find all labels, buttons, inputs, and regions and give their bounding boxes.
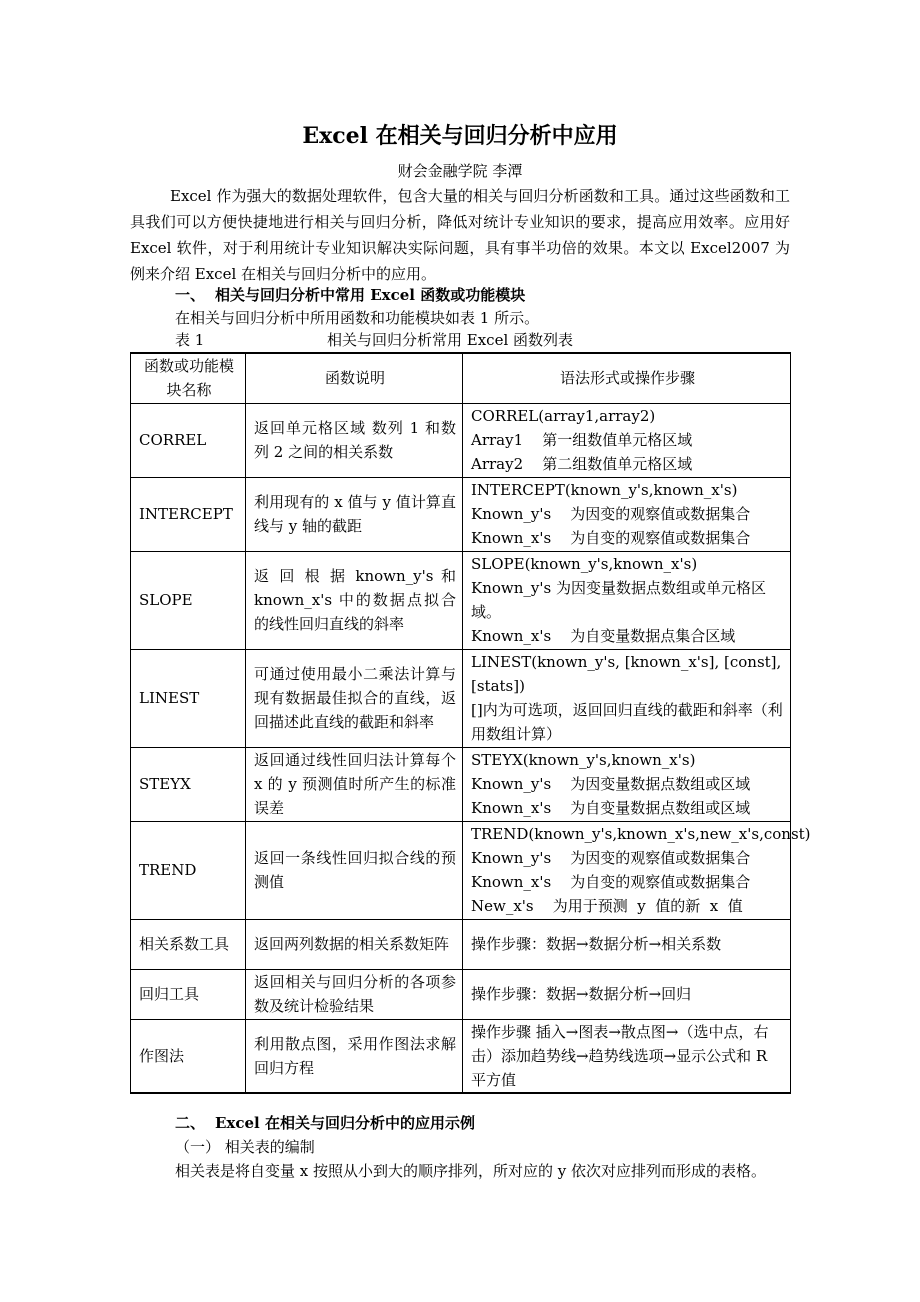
syntax-line: Known_y's 为因变的观察值或数据集合 [471, 849, 751, 867]
cell-syntax [463, 477, 791, 551]
cell-name: SLOPE [131, 551, 246, 649]
cell-syntax [463, 403, 791, 477]
table-row [131, 821, 791, 919]
section-2-number: 二、 [175, 1114, 206, 1132]
syntax-line: Known_x's 为自变量数据点数组或区域 [471, 799, 751, 817]
cell-name: 相关系数工具 [131, 919, 246, 969]
cell-desc: 利用散点图，采用作图法求解回归方程 [246, 1019, 463, 1093]
syntax-line: 操作步骤：数据→数据分析→回归 [471, 985, 692, 1003]
cell-name: STEYX [131, 747, 246, 821]
table-row [131, 649, 791, 747]
syntax-line: SLOPE(known_y's,known_x's) [471, 555, 698, 573]
cell-syntax [463, 919, 791, 969]
section-1-lead: 在相关与回归分析中所用函数和功能模块如表 1 所示。 [175, 309, 540, 327]
section-2-subheading: （一） 相关表的编制 [175, 1138, 315, 1156]
syntax-line: TREND(known_y's,known_x's,new_x's,const) [471, 825, 811, 843]
cell-syntax [463, 969, 791, 1019]
cell-name: INTERCEPT [131, 477, 246, 551]
cell-desc: 返回相关与回归分析的各项参数及统计检验结果 [246, 969, 463, 1019]
cell-syntax [463, 747, 791, 821]
cell-desc: 返回通过线性回归法计算每个 x 的 y 预测值时所产生的标准误差 [246, 747, 463, 821]
section-1-title: 相关与回归分析中常用 Excel 函数或功能模块 [215, 286, 526, 304]
intro-paragraph: Excel 作为强大的数据处理软件，包含大量的相关与回归分析函数和工具。通过这些函数和工具我们可以方便快捷地进行相关与回归分析，降低对统计专业知识的要求，提高应用效率。应用好 Excel 软件，对于利用统计专业知识解决实际问题，具有事半功倍的效果。本文以 Excel2007 为例来介绍 Excel 在相关与回归分析中的应用。 [130, 187, 790, 283]
table-row [131, 969, 791, 1019]
document-title: Excel 在相关与回归分析中应用 [302, 123, 618, 149]
syntax-line: INTERCEPT(known_y's,known_x's) [471, 481, 738, 499]
cell-desc: 返 回 根 据 known_y's 和 known_x's 中的数据点拟合的线性回归直线的斜率 [246, 551, 463, 649]
cell-name: LINEST [131, 649, 246, 747]
header-syntax: 语法形式或操作步骤 [463, 353, 791, 403]
cell-name: 作图法 [131, 1019, 246, 1093]
syntax-line: Known_y's 为因变量数据点数组或单元格区域。 [471, 579, 766, 621]
syntax-line: Known_x's 为自变的观察值或数据集合 [471, 873, 751, 891]
syntax-line: Known_x's 为自变量数据点集合区域 [471, 627, 736, 645]
syntax-line: CORREL(array1,array2) [471, 407, 656, 425]
cell-desc: 可通过使用最小二乘法计算与现有数据最佳拟合的直线，返回描述此直线的截距和斜率 [246, 649, 463, 747]
table-row [131, 1019, 791, 1093]
author-line: 财会金融学院 李潭 [397, 162, 523, 180]
table-row [131, 477, 791, 551]
table-header-row [131, 353, 791, 403]
cell-desc: 返回单元格区域 数列 1 和数列 2 之间的相关系数 [246, 403, 463, 477]
cell-desc: 返回两列数据的相关系数矩阵 [246, 919, 463, 969]
table-row [131, 551, 791, 649]
table-row [131, 403, 791, 477]
syntax-line: Array2 第二组数值单元格区域 [471, 455, 693, 473]
cell-desc: 利用现有的 x 值与 y 值计算直线与 y 轴的截距 [246, 477, 463, 551]
cell-name: 回归工具 [131, 969, 246, 1019]
function-table [130, 352, 811, 1094]
section-2-title: Excel 在相关与回归分析中的应用示例 [215, 1114, 475, 1132]
section-2-paragraph: 相关表是将自变量 x 按照从小到大的顺序排列，所对应的 y 依次对应排列而形成的表格。 [175, 1162, 767, 1180]
section-1-heading [175, 284, 525, 306]
table-caption-label: 表 1 [175, 331, 205, 349]
syntax-line: Known_x's 为自变的观察值或数据集合 [471, 529, 751, 547]
section-1-number: 一、 [175, 286, 206, 304]
table-row [131, 919, 791, 969]
syntax-line: New_x's 为用于预测 y 值的新 x 值 [471, 897, 743, 915]
syntax-line: 操作步骤 插入→图表→散点图→（选中点，右击）添加趋势线→趋势线选项→显示公式和 R 平方值 [471, 1022, 769, 1089]
table-caption [175, 329, 775, 351]
syntax-line: Known_y's 为因变量数据点数组或区域 [471, 775, 751, 793]
cell-desc: 返回一条线性回归拟合线的预测值 [246, 821, 463, 919]
cell-syntax [463, 821, 811, 919]
syntax-line: []内为可选项，返回回归直线的截距和斜率（利用数组计算） [471, 701, 783, 743]
cell-name: TREND [131, 821, 246, 919]
cell-syntax [463, 551, 791, 649]
cell-name: CORREL [131, 403, 246, 477]
cell-syntax [463, 1019, 791, 1093]
syntax-line: LINEST(known_y's, [known_x's], [const], [stats]) [471, 653, 782, 695]
syntax-line: STEYX(known_y's,known_x's) [471, 751, 696, 769]
header-name: 函数或功能模块名称 [131, 353, 246, 403]
table-caption-title: 相关与回归分析常用 Excel 函数列表 [327, 331, 574, 349]
syntax-line: 操作步骤：数据→数据分析→相关系数 [471, 935, 722, 953]
syntax-line: Known_y's 为因变的观察值或数据集合 [471, 505, 751, 523]
section-2-heading [175, 1112, 475, 1134]
cell-syntax [463, 649, 791, 747]
header-desc: 函数说明 [246, 353, 463, 403]
syntax-line: Array1 第一组数值单元格区域 [471, 431, 693, 449]
table-row [131, 747, 791, 821]
